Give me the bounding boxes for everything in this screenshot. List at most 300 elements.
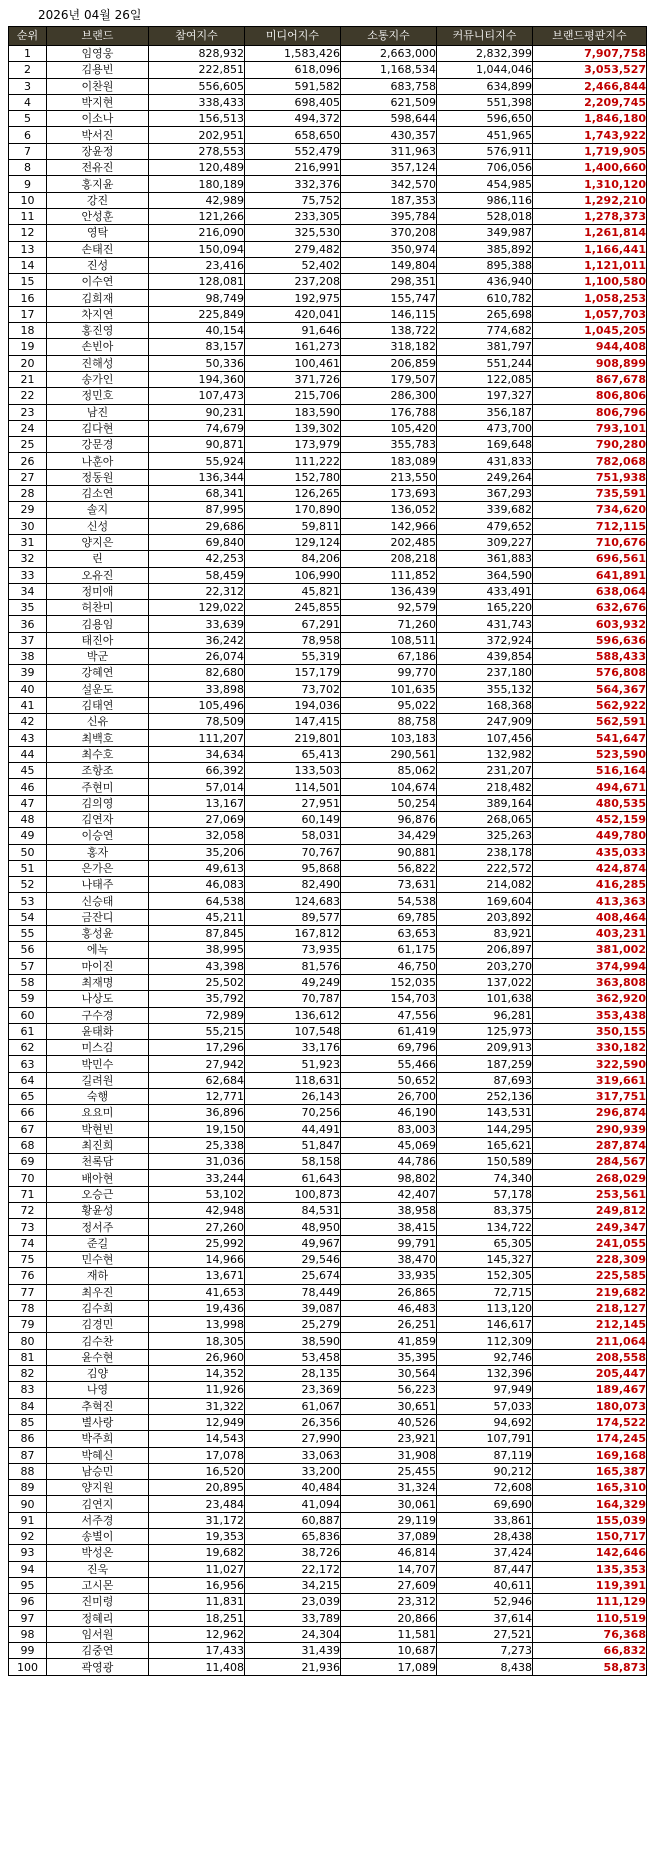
participation-cell: 120,489 bbox=[149, 160, 245, 176]
media-cell: 1,583,426 bbox=[245, 46, 341, 62]
communication-cell: 67,186 bbox=[341, 648, 437, 664]
rank-cell: 29 bbox=[9, 502, 47, 518]
participation-cell: 90,231 bbox=[149, 404, 245, 420]
brand-reputation-cell: 867,678 bbox=[533, 371, 647, 387]
media-cell: 39,087 bbox=[245, 1300, 341, 1316]
communication-cell: 202,485 bbox=[341, 534, 437, 550]
header-participation: 참여지수 bbox=[149, 27, 245, 46]
participation-cell: 26,960 bbox=[149, 1349, 245, 1365]
communication-cell: 50,652 bbox=[341, 1072, 437, 1088]
participation-cell: 105,496 bbox=[149, 697, 245, 713]
community-cell: 222,572 bbox=[437, 860, 533, 876]
community-cell: 52,946 bbox=[437, 1594, 533, 1610]
rank-cell: 31 bbox=[9, 534, 47, 550]
media-cell: 95,868 bbox=[245, 860, 341, 876]
table-row bbox=[9, 1496, 647, 1512]
brand-cell: 정서주 bbox=[47, 1219, 149, 1235]
participation-cell: 27,069 bbox=[149, 811, 245, 827]
participation-cell: 17,296 bbox=[149, 1040, 245, 1056]
media-cell: 24,304 bbox=[245, 1626, 341, 1642]
community-cell: 137,022 bbox=[437, 974, 533, 990]
brand-cell: 송별이 bbox=[47, 1529, 149, 1545]
communication-cell: 154,703 bbox=[341, 991, 437, 1007]
brand-reputation-cell: 284,567 bbox=[533, 1154, 647, 1170]
media-cell: 147,415 bbox=[245, 714, 341, 730]
community-cell: 355,132 bbox=[437, 681, 533, 697]
communication-cell: 621,509 bbox=[341, 94, 437, 110]
table-row bbox=[9, 828, 647, 844]
brand-reputation-cell: 249,347 bbox=[533, 1219, 647, 1235]
brand-cell: 신유 bbox=[47, 714, 149, 730]
brand-cell: 김중연 bbox=[47, 1643, 149, 1659]
brand-reputation-cell: 1,292,210 bbox=[533, 192, 647, 208]
brand-reputation-cell: 751,938 bbox=[533, 469, 647, 485]
brand-cell: 홍성윤 bbox=[47, 926, 149, 942]
brand-reputation-cell: 696,561 bbox=[533, 551, 647, 567]
participation-cell: 23,484 bbox=[149, 1496, 245, 1512]
brand-cell: 진미령 bbox=[47, 1594, 149, 1610]
community-cell: 528,018 bbox=[437, 208, 533, 224]
communication-cell: 95,022 bbox=[341, 697, 437, 713]
brand-reputation-cell: 296,874 bbox=[533, 1105, 647, 1121]
rank-cell: 39 bbox=[9, 665, 47, 681]
communication-cell: 61,419 bbox=[341, 1023, 437, 1039]
brand-cell: 정미애 bbox=[47, 583, 149, 599]
media-cell: 245,855 bbox=[245, 600, 341, 616]
community-cell: 249,264 bbox=[437, 469, 533, 485]
participation-cell: 216,090 bbox=[149, 225, 245, 241]
brand-cell: 김양 bbox=[47, 1366, 149, 1382]
rank-cell: 26 bbox=[9, 453, 47, 469]
participation-cell: 33,244 bbox=[149, 1170, 245, 1186]
media-cell: 118,631 bbox=[245, 1072, 341, 1088]
communication-cell: 152,035 bbox=[341, 974, 437, 990]
rank-cell: 98 bbox=[9, 1626, 47, 1642]
table-row bbox=[9, 160, 647, 176]
rank-cell: 53 bbox=[9, 893, 47, 909]
community-cell: 28,438 bbox=[437, 1529, 533, 1545]
brand-cell: 양지은 bbox=[47, 534, 149, 550]
communication-cell: 25,455 bbox=[341, 1463, 437, 1479]
brand-cell: 천록담 bbox=[47, 1154, 149, 1170]
table-row bbox=[9, 958, 647, 974]
brand-reputation-cell: 363,808 bbox=[533, 974, 647, 990]
participation-cell: 107,473 bbox=[149, 388, 245, 404]
brand-cell: 김희재 bbox=[47, 290, 149, 306]
rank-cell: 19 bbox=[9, 339, 47, 355]
brand-reputation-cell: 710,676 bbox=[533, 534, 647, 550]
rank-cell: 62 bbox=[9, 1040, 47, 1056]
table-row bbox=[9, 1480, 647, 1496]
table-row bbox=[9, 811, 647, 827]
table-row bbox=[9, 942, 647, 958]
participation-cell: 42,253 bbox=[149, 551, 245, 567]
rank-cell: 56 bbox=[9, 942, 47, 958]
table-row bbox=[9, 192, 647, 208]
table-row bbox=[9, 1431, 647, 1447]
brand-reputation-cell: 596,636 bbox=[533, 632, 647, 648]
media-cell: 33,789 bbox=[245, 1610, 341, 1626]
brand-reputation-cell: 205,447 bbox=[533, 1366, 647, 1382]
participation-cell: 33,898 bbox=[149, 681, 245, 697]
media-cell: 129,124 bbox=[245, 534, 341, 550]
participation-cell: 53,102 bbox=[149, 1186, 245, 1202]
brand-cell: 강문경 bbox=[47, 437, 149, 453]
table-row bbox=[9, 665, 647, 681]
participation-cell: 136,344 bbox=[149, 469, 245, 485]
communication-cell: 136,439 bbox=[341, 583, 437, 599]
table-row bbox=[9, 1300, 647, 1316]
brand-reputation-cell: 562,922 bbox=[533, 697, 647, 713]
participation-cell: 87,995 bbox=[149, 502, 245, 518]
communication-cell: 208,218 bbox=[341, 551, 437, 567]
rank-cell: 51 bbox=[9, 860, 47, 876]
media-cell: 111,222 bbox=[245, 453, 341, 469]
brand-cell: 신성 bbox=[47, 518, 149, 534]
community-cell: 325,263 bbox=[437, 828, 533, 844]
brand-reputation-cell: 110,519 bbox=[533, 1610, 647, 1626]
brand-cell: 김용빈 bbox=[47, 62, 149, 78]
rank-cell: 16 bbox=[9, 290, 47, 306]
communication-cell: 46,483 bbox=[341, 1300, 437, 1316]
brand-reputation-cell: 1,278,373 bbox=[533, 208, 647, 224]
community-cell: 152,305 bbox=[437, 1268, 533, 1284]
media-cell: 136,612 bbox=[245, 1007, 341, 1023]
table-row bbox=[9, 46, 647, 62]
table-row bbox=[9, 926, 647, 942]
communication-cell: 44,786 bbox=[341, 1154, 437, 1170]
community-cell: 231,207 bbox=[437, 763, 533, 779]
communication-cell: 96,876 bbox=[341, 811, 437, 827]
participation-cell: 50,336 bbox=[149, 355, 245, 371]
brand-reputation-cell: 734,620 bbox=[533, 502, 647, 518]
brand-cell: 솔지 bbox=[47, 502, 149, 518]
rank-cell: 17 bbox=[9, 306, 47, 322]
media-cell: 51,923 bbox=[245, 1056, 341, 1072]
rank-cell: 90 bbox=[9, 1496, 47, 1512]
table-row bbox=[9, 1072, 647, 1088]
rank-cell: 66 bbox=[9, 1105, 47, 1121]
communication-cell: 30,564 bbox=[341, 1366, 437, 1382]
table-row bbox=[9, 371, 647, 387]
table-row bbox=[9, 469, 647, 485]
media-cell: 183,590 bbox=[245, 404, 341, 420]
rank-cell: 60 bbox=[9, 1007, 47, 1023]
community-cell: 132,982 bbox=[437, 746, 533, 762]
brand-cell: 정동원 bbox=[47, 469, 149, 485]
brand-cell: 김수희 bbox=[47, 1300, 149, 1316]
brand-reputation-cell: 1,058,253 bbox=[533, 290, 647, 306]
communication-cell: 46,190 bbox=[341, 1105, 437, 1121]
brand-reputation-cell: 452,159 bbox=[533, 811, 647, 827]
rank-cell: 12 bbox=[9, 225, 47, 241]
communication-cell: 50,254 bbox=[341, 795, 437, 811]
participation-cell: 46,083 bbox=[149, 877, 245, 893]
brand-reputation-cell: 150,717 bbox=[533, 1529, 647, 1545]
communication-cell: 311,963 bbox=[341, 143, 437, 159]
community-cell: 146,617 bbox=[437, 1317, 533, 1333]
community-cell: 83,921 bbox=[437, 926, 533, 942]
brand-reputation-cell: 350,155 bbox=[533, 1023, 647, 1039]
communication-cell: 290,561 bbox=[341, 746, 437, 762]
brand-reputation-cell: 290,939 bbox=[533, 1121, 647, 1137]
communication-cell: 73,631 bbox=[341, 877, 437, 893]
communication-cell: 213,550 bbox=[341, 469, 437, 485]
rank-cell: 14 bbox=[9, 257, 47, 273]
rank-cell: 61 bbox=[9, 1023, 47, 1039]
rank-cell: 93 bbox=[9, 1545, 47, 1561]
communication-cell: 56,223 bbox=[341, 1382, 437, 1398]
brand-reputation-cell: 1,743,922 bbox=[533, 127, 647, 143]
brand-cell: 박성온 bbox=[47, 1545, 149, 1561]
media-cell: 65,413 bbox=[245, 746, 341, 762]
table-row bbox=[9, 844, 647, 860]
participation-cell: 17,078 bbox=[149, 1447, 245, 1463]
community-cell: 214,082 bbox=[437, 877, 533, 893]
brand-reputation-cell: 374,994 bbox=[533, 958, 647, 974]
table-row bbox=[9, 1317, 647, 1333]
rank-cell: 55 bbox=[9, 926, 47, 942]
media-cell: 58,031 bbox=[245, 828, 341, 844]
rank-cell: 45 bbox=[9, 763, 47, 779]
participation-cell: 25,502 bbox=[149, 974, 245, 990]
communication-cell: 187,353 bbox=[341, 192, 437, 208]
participation-cell: 34,634 bbox=[149, 746, 245, 762]
communication-cell: 350,974 bbox=[341, 241, 437, 257]
media-cell: 84,206 bbox=[245, 551, 341, 567]
header-rank: 순위 bbox=[9, 27, 47, 46]
communication-cell: 35,395 bbox=[341, 1349, 437, 1365]
media-cell: 494,372 bbox=[245, 111, 341, 127]
community-cell: 150,589 bbox=[437, 1154, 533, 1170]
brand-reputation-cell: 793,101 bbox=[533, 420, 647, 436]
table-row bbox=[9, 1268, 647, 1284]
media-cell: 38,590 bbox=[245, 1333, 341, 1349]
header-media: 미디어지수 bbox=[245, 27, 341, 46]
participation-cell: 156,513 bbox=[149, 111, 245, 127]
brand-cell: 정민호 bbox=[47, 388, 149, 404]
community-cell: 132,396 bbox=[437, 1366, 533, 1382]
table-row bbox=[9, 583, 647, 599]
brand-cell: 마이진 bbox=[47, 958, 149, 974]
rank-cell: 40 bbox=[9, 681, 47, 697]
table-row bbox=[9, 877, 647, 893]
brand-reputation-cell: 165,387 bbox=[533, 1463, 647, 1479]
communication-cell: 183,089 bbox=[341, 453, 437, 469]
communication-cell: 370,208 bbox=[341, 225, 437, 241]
participation-cell: 222,851 bbox=[149, 62, 245, 78]
rank-cell: 42 bbox=[9, 714, 47, 730]
brand-cell: 남승민 bbox=[47, 1463, 149, 1479]
table-row bbox=[9, 62, 647, 78]
participation-cell: 90,871 bbox=[149, 437, 245, 453]
media-cell: 55,319 bbox=[245, 648, 341, 664]
brand-cell: 김연자 bbox=[47, 811, 149, 827]
participation-cell: 40,154 bbox=[149, 323, 245, 339]
community-cell: 144,295 bbox=[437, 1121, 533, 1137]
brand-reputation-cell: 211,064 bbox=[533, 1333, 647, 1349]
brand-cell: 정혜리 bbox=[47, 1610, 149, 1626]
rank-cell: 35 bbox=[9, 600, 47, 616]
media-cell: 70,256 bbox=[245, 1105, 341, 1121]
participation-cell: 31,036 bbox=[149, 1154, 245, 1170]
table-row bbox=[9, 339, 647, 355]
brand-cell: 진해성 bbox=[47, 355, 149, 371]
communication-cell: 46,814 bbox=[341, 1545, 437, 1561]
brand-reputation-cell: 1,719,905 bbox=[533, 143, 647, 159]
participation-cell: 31,322 bbox=[149, 1398, 245, 1414]
brand-reputation-cell: 317,751 bbox=[533, 1089, 647, 1105]
media-cell: 114,501 bbox=[245, 779, 341, 795]
communication-cell: 69,785 bbox=[341, 909, 437, 925]
community-cell: 57,033 bbox=[437, 1398, 533, 1414]
community-cell: 169,604 bbox=[437, 893, 533, 909]
brand-reputation-cell: 413,363 bbox=[533, 893, 647, 909]
community-cell: 145,327 bbox=[437, 1251, 533, 1267]
participation-cell: 13,167 bbox=[149, 795, 245, 811]
brand-cell: 곽영광 bbox=[47, 1659, 149, 1675]
brand-reputation-cell: 253,561 bbox=[533, 1186, 647, 1202]
brand-cell: 차지연 bbox=[47, 306, 149, 322]
table-row bbox=[9, 78, 647, 94]
table-row bbox=[9, 551, 647, 567]
community-cell: 372,924 bbox=[437, 632, 533, 648]
media-cell: 61,643 bbox=[245, 1170, 341, 1186]
participation-cell: 64,538 bbox=[149, 893, 245, 909]
media-cell: 325,530 bbox=[245, 225, 341, 241]
brand-cell: 김다현 bbox=[47, 420, 149, 436]
table-row bbox=[9, 714, 647, 730]
table-row bbox=[9, 1186, 647, 1202]
rank-cell: 50 bbox=[9, 844, 47, 860]
table-row bbox=[9, 1545, 647, 1561]
brand-reputation-cell: 449,780 bbox=[533, 828, 647, 844]
brand-cell: 김태연 bbox=[47, 697, 149, 713]
brand-cell: 재하 bbox=[47, 1268, 149, 1284]
communication-cell: 298,351 bbox=[341, 274, 437, 290]
community-cell: 113,120 bbox=[437, 1300, 533, 1316]
media-cell: 215,706 bbox=[245, 388, 341, 404]
brand-cell: 이찬원 bbox=[47, 78, 149, 94]
media-cell: 552,479 bbox=[245, 143, 341, 159]
brand-reputation-cell: 1,400,660 bbox=[533, 160, 647, 176]
brand-reputation-cell: 516,164 bbox=[533, 763, 647, 779]
community-cell: 895,388 bbox=[437, 257, 533, 273]
brand-cell: 금잔디 bbox=[47, 909, 149, 925]
communication-cell: 33,935 bbox=[341, 1268, 437, 1284]
brand-reputation-cell: 58,873 bbox=[533, 1659, 647, 1675]
participation-cell: 55,215 bbox=[149, 1023, 245, 1039]
media-cell: 371,726 bbox=[245, 371, 341, 387]
media-cell: 420,041 bbox=[245, 306, 341, 322]
rank-cell: 89 bbox=[9, 1480, 47, 1496]
table-row bbox=[9, 1089, 647, 1105]
brand-reputation-cell: 353,438 bbox=[533, 1007, 647, 1023]
community-cell: 774,682 bbox=[437, 323, 533, 339]
brand-reputation-cell: 782,068 bbox=[533, 453, 647, 469]
community-cell: 356,187 bbox=[437, 404, 533, 420]
brand-cell: 김소연 bbox=[47, 486, 149, 502]
header-communication: 소통지수 bbox=[341, 27, 437, 46]
header-brand-reputation: 브랜드평판지수 bbox=[533, 27, 647, 46]
participation-cell: 27,942 bbox=[149, 1056, 245, 1072]
communication-cell: 105,420 bbox=[341, 420, 437, 436]
rank-cell: 33 bbox=[9, 567, 47, 583]
communication-cell: 2,663,000 bbox=[341, 46, 437, 62]
brand-reputation-cell: 416,285 bbox=[533, 877, 647, 893]
community-cell: 479,652 bbox=[437, 518, 533, 534]
table-row bbox=[9, 534, 647, 550]
brand-reputation-cell: 228,309 bbox=[533, 1251, 647, 1267]
media-cell: 332,376 bbox=[245, 176, 341, 192]
brand-reputation-cell: 165,310 bbox=[533, 1480, 647, 1496]
brand-reputation-cell: 541,647 bbox=[533, 730, 647, 746]
table-row bbox=[9, 1529, 647, 1545]
community-cell: 96,281 bbox=[437, 1007, 533, 1023]
brand-cell: 김수찬 bbox=[47, 1333, 149, 1349]
brand-cell: 별사랑 bbox=[47, 1414, 149, 1430]
participation-cell: 202,951 bbox=[149, 127, 245, 143]
media-cell: 75,752 bbox=[245, 192, 341, 208]
participation-cell: 129,022 bbox=[149, 600, 245, 616]
brand-cell: 고시몬 bbox=[47, 1577, 149, 1593]
rank-cell: 2 bbox=[9, 62, 47, 78]
table-row bbox=[9, 437, 647, 453]
participation-cell: 29,686 bbox=[149, 518, 245, 534]
community-cell: 83,375 bbox=[437, 1203, 533, 1219]
community-cell: 40,611 bbox=[437, 1577, 533, 1593]
table-row bbox=[9, 1251, 647, 1267]
brand-cell: 김경민 bbox=[47, 1317, 149, 1333]
rank-cell: 96 bbox=[9, 1594, 47, 1610]
community-cell: 65,305 bbox=[437, 1235, 533, 1251]
community-cell: 74,340 bbox=[437, 1170, 533, 1186]
communication-cell: 155,747 bbox=[341, 290, 437, 306]
media-cell: 100,461 bbox=[245, 355, 341, 371]
rank-cell: 38 bbox=[9, 648, 47, 664]
media-cell: 52,402 bbox=[245, 257, 341, 273]
table-row bbox=[9, 795, 647, 811]
media-cell: 100,873 bbox=[245, 1186, 341, 1202]
brand-cell: 요요미 bbox=[47, 1105, 149, 1121]
communication-cell: 342,570 bbox=[341, 176, 437, 192]
community-cell: 610,782 bbox=[437, 290, 533, 306]
media-cell: 67,291 bbox=[245, 616, 341, 632]
table-row bbox=[9, 241, 647, 257]
brand-reputation-cell: 219,682 bbox=[533, 1284, 647, 1300]
table-row bbox=[9, 1577, 647, 1593]
rank-cell: 85 bbox=[9, 1414, 47, 1430]
brand-reputation-cell: 523,590 bbox=[533, 746, 647, 762]
communication-cell: 38,958 bbox=[341, 1203, 437, 1219]
media-cell: 618,096 bbox=[245, 62, 341, 78]
table-row bbox=[9, 404, 647, 420]
participation-cell: 42,948 bbox=[149, 1203, 245, 1219]
community-cell: 92,746 bbox=[437, 1349, 533, 1365]
communication-cell: 598,644 bbox=[341, 111, 437, 127]
media-cell: 107,548 bbox=[245, 1023, 341, 1039]
brand-reputation-cell: 319,661 bbox=[533, 1072, 647, 1088]
participation-cell: 225,849 bbox=[149, 306, 245, 322]
rank-cell: 84 bbox=[9, 1398, 47, 1414]
participation-cell: 35,206 bbox=[149, 844, 245, 860]
brand-reputation-cell: 189,467 bbox=[533, 1382, 647, 1398]
participation-cell: 42,989 bbox=[149, 192, 245, 208]
communication-cell: 29,119 bbox=[341, 1512, 437, 1528]
participation-cell: 49,613 bbox=[149, 860, 245, 876]
participation-cell: 98,749 bbox=[149, 290, 245, 306]
communication-cell: 54,538 bbox=[341, 893, 437, 909]
